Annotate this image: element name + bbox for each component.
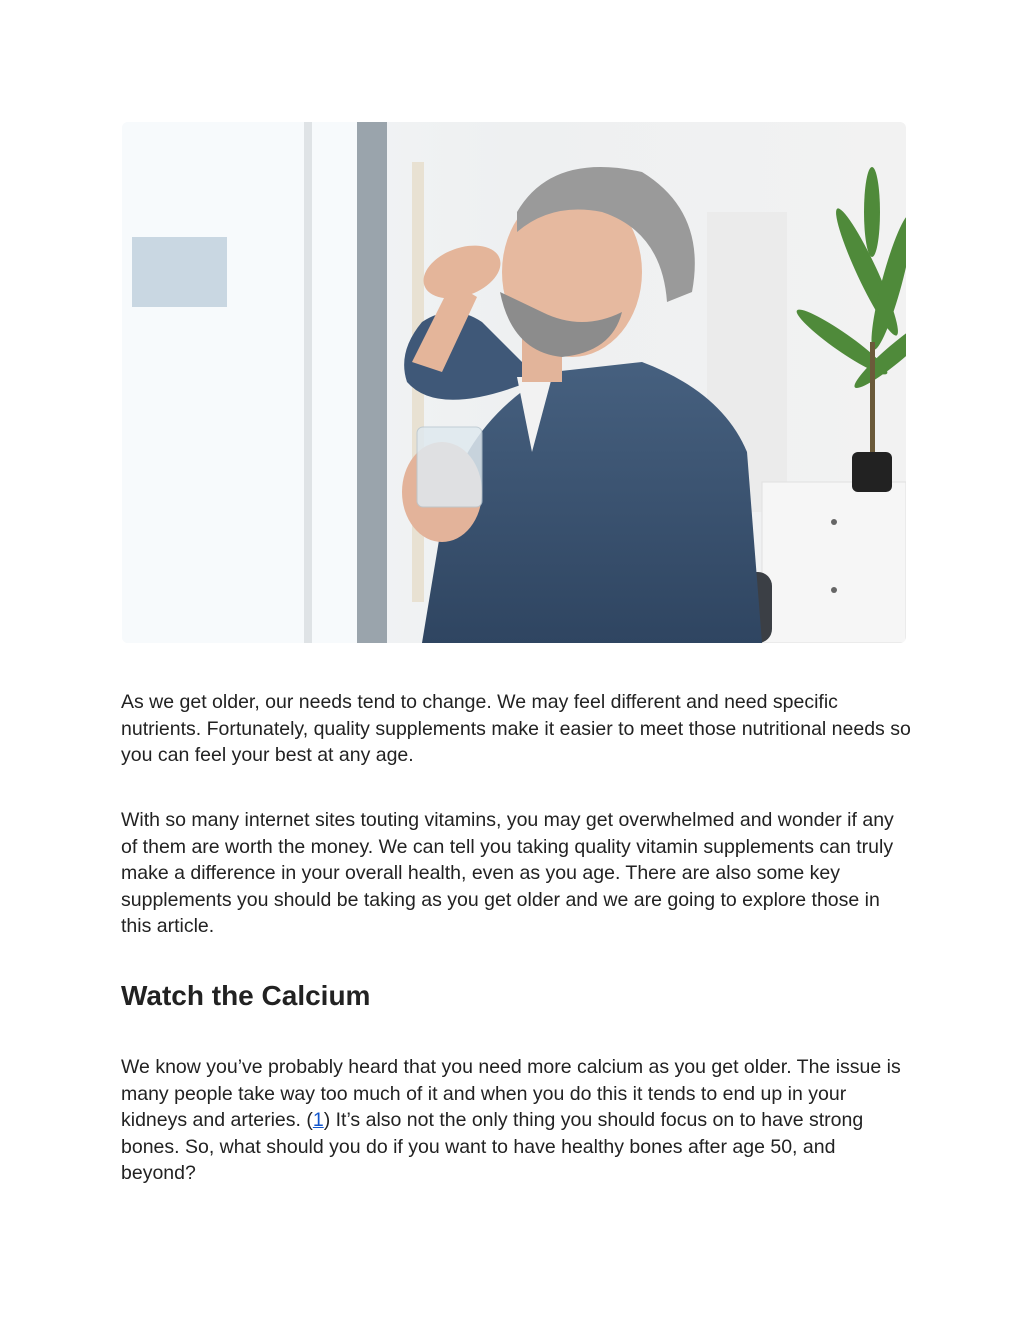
reference-link-1[interactable]: 1: [312, 1109, 324, 1131]
intro-paragraph-1: As we get older, our needs tend to change. We may feel different and need specific nutrients. Fortunately, quality supplements make it easier to meet those nutritional needs so you can feel your best at any age.: [121, 691, 911, 766]
calcium-text-before-ref: We know you’ve probably heard that you need more calcium as you get older. The issue is many people take way too much of it and when you do this it tends to end up in your kidneys and arteries. (: [121, 1056, 901, 1131]
man-taking-supplement-illustration: [122, 122, 906, 643]
calcium-paragraph: [121, 1054, 911, 1187]
section-heading-calcium: Watch the Calcium: [121, 980, 371, 1011]
calcium-text-after-ref: ) It’s also not the only thing you should focus on to have strong bones. So, what should you do if you want to have healthy bones after age 50, and beyond?: [121, 1109, 864, 1184]
intro-paragraph-2: With so many internet sites touting vitamins, you may get overwhelmed and wonder if any of them are worth the money. We can tell you taking quality vitamin supplements can truly make a difference in your overall health, even as you age. There are also some key supplements you should be taking as you get older and we are going to explore those in this article.: [121, 809, 894, 937]
hero-photo: [122, 122, 906, 643]
